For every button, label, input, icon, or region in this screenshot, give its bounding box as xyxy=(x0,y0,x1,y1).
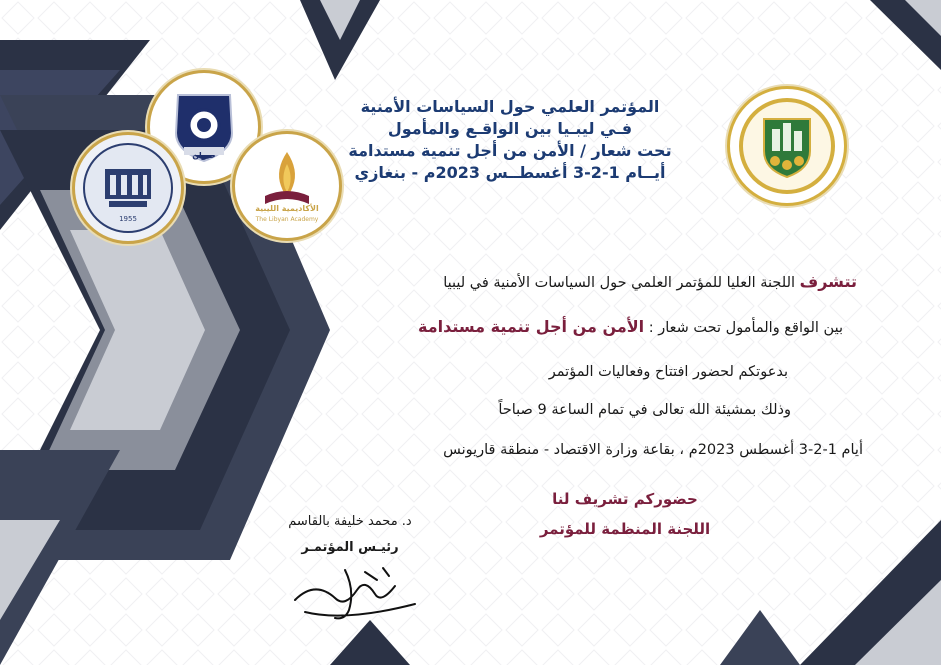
signatory-name: د. محمد خليفة بالقاسم xyxy=(288,514,412,529)
university-year: 1955 xyxy=(119,215,137,223)
invitation-between-text: بين الواقع والمأمول تحت شعار : xyxy=(648,320,843,336)
header-slogan: تحت شعار / الأمن من أجل تنمية مستدامة xyxy=(348,141,672,160)
invitation-slogan: الأمن من أجل تنمية مستدامة xyxy=(418,317,645,336)
academy-name-ar: الأكاديمية الليبية xyxy=(255,204,319,213)
city-emblem-icon xyxy=(730,89,844,203)
signatory-title: رئيـس المؤتمـر xyxy=(301,540,399,555)
invitation-line-3: بدعوتكم لحضور افتتاح وفعاليات المؤتمر xyxy=(548,364,788,380)
invitation-line-2 xyxy=(418,317,843,336)
header-title: المؤتمر العلمي حول السياسات الأمنية xyxy=(360,97,660,116)
header-subtitle: فـي ليبـيا بين الواقـع والمأمول xyxy=(387,119,633,138)
header-dates: أيــام 1-2-3 أغسطــس 2023م - بنغازي xyxy=(354,163,666,182)
university-logo xyxy=(72,132,184,244)
security-badge-label: حيوان xyxy=(192,151,216,160)
handwritten-signature xyxy=(285,560,435,630)
invitation-line-4: وذلك بمشيئة الله تعالى في تمام الساعة 9 صباحاً xyxy=(498,402,791,418)
invitation-committee-text: اللجنة العليا للمؤتمر العلمي حول السياسات الأمنية في ليبيا xyxy=(443,275,796,291)
closing-committee: اللجنة المنظمة للمؤتمر xyxy=(539,520,711,538)
closing-thanks: حضوركم تشريف لنا xyxy=(552,490,698,508)
invitation-line-5: أيام 1-2-3 أغسطس 2023م ، بقاعة وزارة الاقتصاد - منطقة قاريونس xyxy=(443,442,863,458)
invitation-opening-word: تتشرف xyxy=(799,272,857,291)
invitation-line-1 xyxy=(443,272,857,291)
university-emblem-icon xyxy=(75,135,181,241)
academy-name-en: The Libyan Academy xyxy=(255,216,319,223)
shape-bottom-right-small xyxy=(720,610,800,665)
conference-emblem-logo xyxy=(727,86,847,206)
conference-header xyxy=(300,96,720,184)
